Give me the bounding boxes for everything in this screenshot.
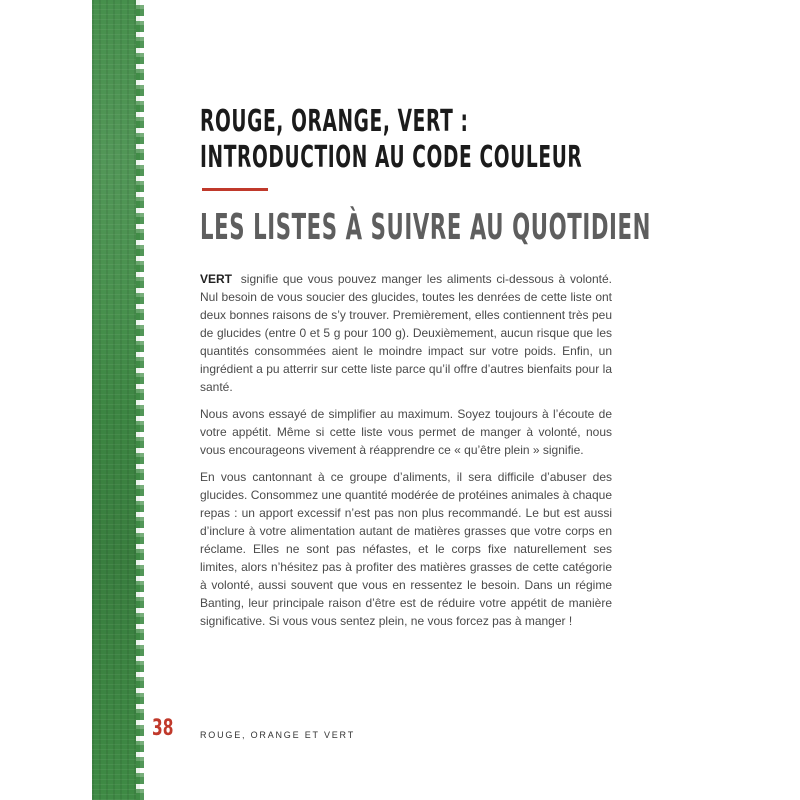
decorative-green-bar [92, 0, 140, 800]
paragraph-1-text: signifie que vous pouvez manger les aliments ci-dessous à volonté. Nul besoin de vous soucier des glucides, toutes les denrées de cette liste ont deux bonnes raisons de s’y trouver. Premièrement, elles contiennent très peu de glucides (entre 0 et 5 g pour 100 g). Deuxièmement, aucun risque que les quantités consommées aient le moindre impact sur votre poids. Enfin, un ingrédient a pu atterrir sur cette liste parce qu’il offre d’autres bienfaits pour la santé. [200, 272, 612, 394]
title-divider [202, 188, 268, 191]
paragraph-1 [200, 270, 612, 396]
running-footer: ROUGE, ORANGE ET VERT [200, 730, 355, 740]
green-bar-rough-edge [136, 0, 144, 800]
body-text [200, 270, 612, 639]
lead-word: VERT [200, 272, 233, 286]
page-number: 38 [152, 716, 174, 741]
chapter-title [200, 104, 582, 176]
paragraph-2: Nous avons essayé de simplifier au maximum. Soyez toujours à l’écoute de votre appétit. Même si cette liste vous permet de manger à volonté, nous vous encourageons vivement à réapprendre ce « qu’être plein » signifie. [200, 407, 612, 457]
chapter-title-line-2: INTRODUCTION AU CODE COULEUR [200, 140, 583, 175]
section-subtitle: LES LISTES À SUIVRE AU QUOTIDIEN [200, 207, 652, 248]
paragraph-3: En vous cantonnant à ce groupe d’aliments, il sera difficile d’abuser des glucides. Consommez une quantité modérée de protéines animales à chaque repas : un apport excessif n’est pas non plus recommandé. Le but est aussi d’inclure à votre alimentation autant de matières grasses que votre corps en réclame. Elles ne sont pas néfastes, et le corps fixe naturellement ses limites, alors n’hésitez pas à profiter des matières grasses de cette catégorie à volonté, aussi souvent que vous en ressentez le besoin. Dans un régime Banting, leur principale raison d’être est de réduire votre appétit de manière significative. Si vous vous sentez plein, ne vous forcez pas à manger ! [200, 470, 612, 628]
chapter-title-line-1: ROUGE, ORANGE, VERT : [200, 104, 469, 139]
